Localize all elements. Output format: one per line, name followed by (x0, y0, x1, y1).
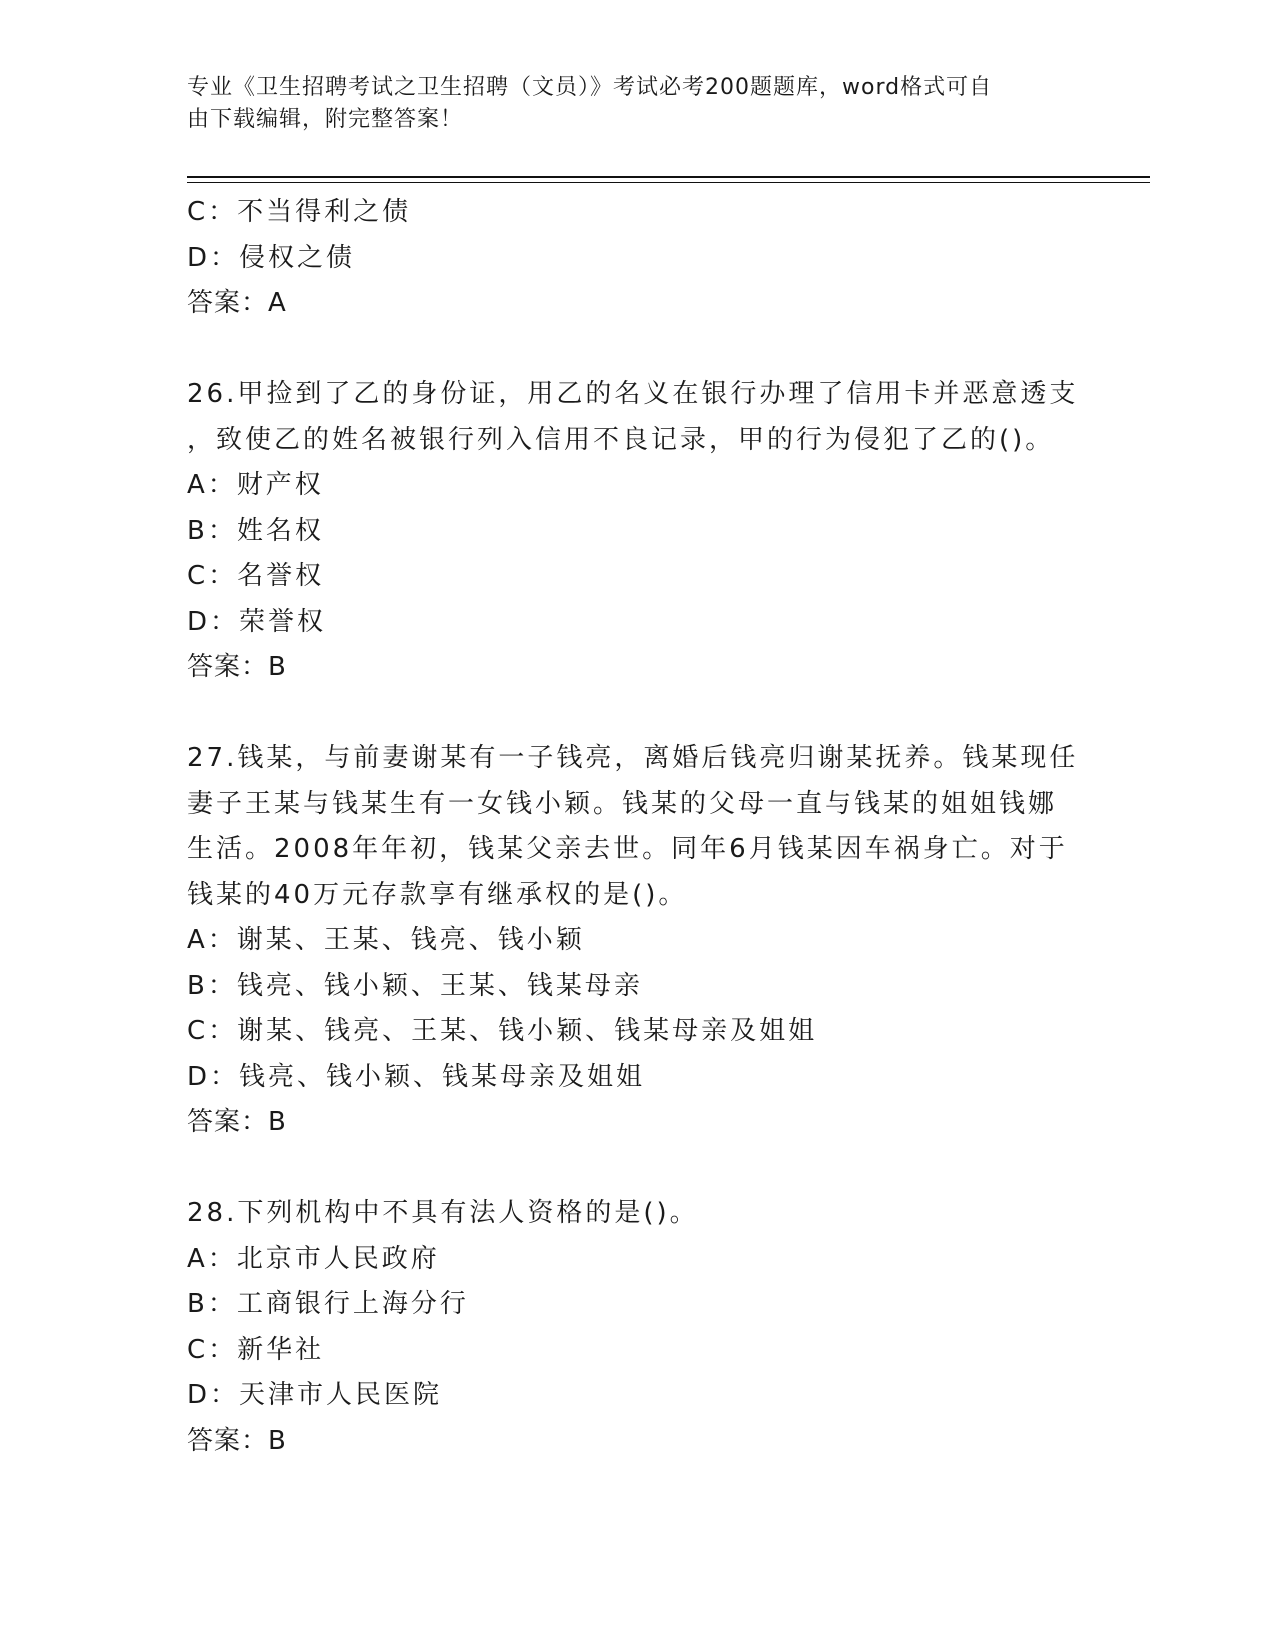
answer: 答案：B (187, 1425, 287, 1456)
option-c: C：不当得利之债 (187, 197, 412, 227)
header-line-1: 专业《卫生招聘考试之卫生招聘（文员）》考试必考200题题库，word格式可自 (187, 75, 993, 100)
question-28 (187, 1191, 1087, 1464)
option-d: D：侵权之债 (187, 242, 356, 273)
option-b: B：工商银行上海分行 (187, 1289, 469, 1319)
option-d: D：钱亮、钱小颖、钱某母亲及姐姐 (187, 1061, 646, 1092)
option-b: B：姓名权 (187, 515, 324, 546)
spacer (187, 691, 1087, 737)
question-stem-line: 28.下列机构中不具有法人资格的是()。 (187, 1198, 699, 1228)
question-stem-line: 生活。2008年年初，钱某父亲去世。同年6月钱某因车祸身亡。对于 (187, 834, 1068, 864)
spacer (187, 327, 1087, 373)
header-divider (187, 176, 1150, 178)
answer: 答案：B (187, 1107, 287, 1137)
document-header (187, 72, 1067, 136)
spacer (187, 1146, 1087, 1192)
answer: 答案：A (187, 288, 287, 318)
option-a: A：北京市人民政府 (187, 1243, 440, 1274)
question-26 (187, 372, 1087, 691)
question-stem-line: ，致使乙的姓名被银行列入信用不良记录，甲的行为侵犯了乙的()。 (187, 424, 1055, 455)
question-25-continued (187, 190, 1087, 327)
header-line-2: 由下载编辑，附完整答案！ (187, 107, 464, 132)
option-a: A：财产权 (187, 470, 324, 500)
question-content (187, 190, 1087, 1464)
option-b: B：钱亮、钱小颖、王某、钱某母亲 (187, 970, 643, 1001)
option-c: C：名誉权 (187, 561, 325, 591)
option-d: D：天津市人民医院 (187, 1380, 443, 1410)
question-stem-line: 妻子王某与钱某生有一女钱小颖。钱某的父母一直与钱某的姐姐钱娜 (187, 788, 1058, 819)
answer: 答案：B (187, 652, 287, 682)
question-stem-line: 26.甲捡到了乙的身份证，用乙的名义在银行办理了信用卡并恶意透支 (187, 379, 1079, 409)
question-stem-line: 27.钱某，与前妻谢某有一子钱亮，离婚后钱亮归谢某抚养。钱某现任 (187, 743, 1079, 773)
option-c: C：谢某、钱亮、王某、钱小颖、钱某母亲及姐姐 (187, 1016, 818, 1046)
option-c: C：新华社 (187, 1334, 325, 1365)
option-a: A：谢某、王某、钱亮、钱小颖 (187, 925, 585, 955)
header-divider-thin (187, 182, 1150, 183)
question-stem-line: 钱某的40万元存款享有继承权的是()。 (187, 879, 688, 910)
option-d: D：荣誉权 (187, 606, 327, 637)
question-27 (187, 736, 1087, 1146)
